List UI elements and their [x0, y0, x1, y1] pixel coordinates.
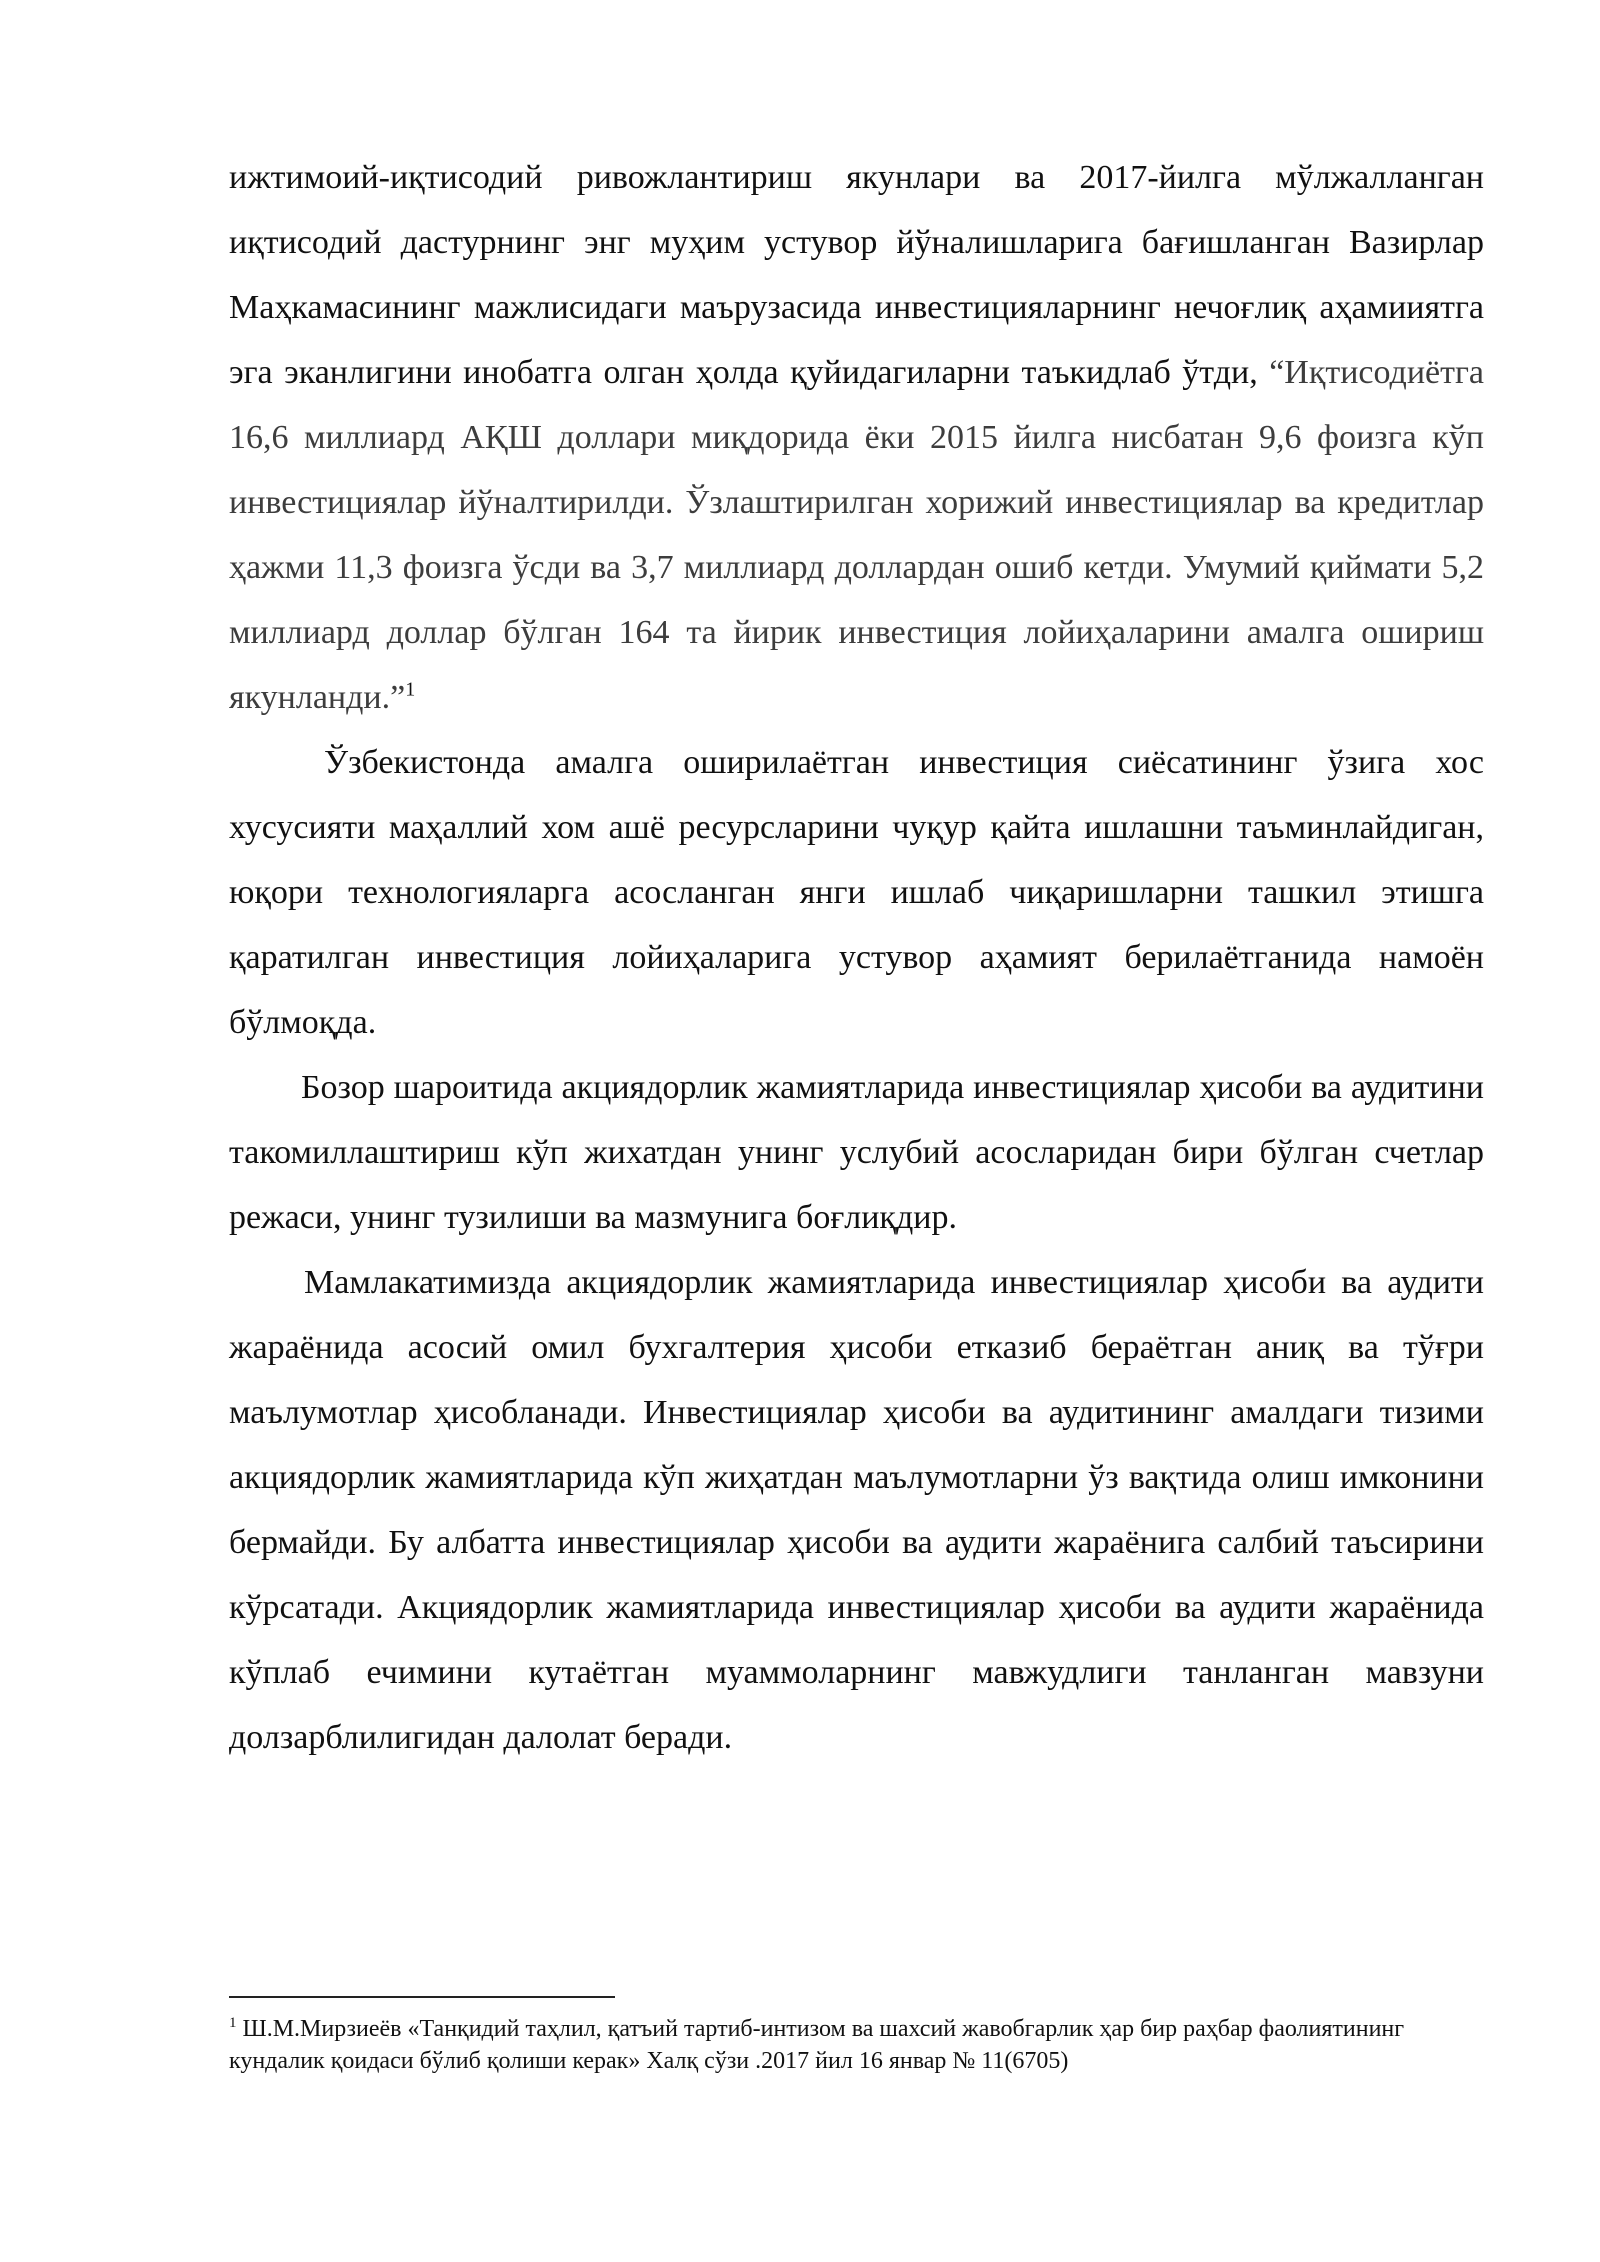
paragraph-4: Мамлакатимизда акциядорлик жамиятларида инвестициялар ҳисоби ва аудити жараёнида асосий омил бухгалтерия ҳисоби етказиб бераётган аниқ ва тўғри маълумотлар ҳисобланади. Инвестициялар ҳисоби ва аудитининг амалдаги тизими акциядорлик жамиятларида кўп жиҳатдан маълумотларни ўз вақтида олиш имконини бермайди. Бу албатта инвестициялар ҳисоби ва аудити жараёнига салбий таъсирини кўрсатади. Акциядорлик жамиятларида инвестициялар ҳисоби ва аудити жараёнида кўплаб ечимини кутаётган муаммоларнинг мавжудлиги танланган мавзуни долзарблилигидан далолат беради.: [229, 1264, 1484, 1756]
president-quote: “Иқтисодиётга 16,6 миллиард АҚШ доллари миқдорида ёки 2015 йилга нисбатан 9,6 фоизга кўп инвестициялар йўналтирилди. Ўзлаштирилган хорижий инвестициялар ва кредитлар ҳажми 11,3 фоизга ўсди ва 3,7 миллиард доллардан ошиб кетди. Умумий қиймати 5,2 миллиард доллар бўлган 164 та йирик инвестиция лойиҳаларини амалга ошириш якунланди.”: [229, 354, 1484, 716]
footnote-reference[interactable]: 1: [405, 678, 416, 701]
footnote: [229, 2013, 1484, 2077]
paragraph-2: Ўзбекистонда амалга оширилаётган инвестиция сиёсатининг ўзига хос хусусияти маҳаллий хом ашё ресурсларини чуқур қайта ишлашни таъминлайдиган, юқори технологияларга асосланган янги ишлаб чиқаришларни ташкил этишга қаратилган инвестиция лойиҳаларига устувор аҳамият берилаётганида намоён бўлмоқда.: [229, 744, 1484, 1041]
footnote-text: Ш.М.Мирзиеёв «Танқидий таҳлил, қатъий тартиб-интизом ва шахсий жавобгарлик ҳар бир раҳбар фаолиятининг кундалик қоидаси бўлиб қолиши керак» Халқ сўзи .2017 йил 16 январ № 11(6705): [229, 2016, 1405, 2074]
paragraph-1-lead: ижтимоий-иқтисодий ривожлантириш якунлари ва 2017-йилга мўлжалланган иқтисодий дастурнинг энг муҳим устувор йўналишларига бағишланган Вазирлар Маҳкамасининг мажлисидаги маърузасида инвестицияларнинг нечоғлиқ аҳамииятга эга эканлигини инобатга олган ҳолда қуйидагиларни таъкидлаб ўтди,: [229, 159, 1484, 391]
paragraph-1: [229, 145, 1484, 730]
footnote-separator: [229, 1996, 615, 1998]
paragraph-3: Бозор шароитида акциядорлик жамиятларида инвестициялар ҳисоби ва аудитини такомиллаштириш кўп жихатдан унинг услубий асосларидан бири бўлган счетлар режаси, унинг тузилиши ва мазмунига боғлиқдир.: [229, 1069, 1484, 1236]
footnote-marker: 1: [229, 2015, 237, 2031]
document-body: [229, 145, 1484, 1770]
